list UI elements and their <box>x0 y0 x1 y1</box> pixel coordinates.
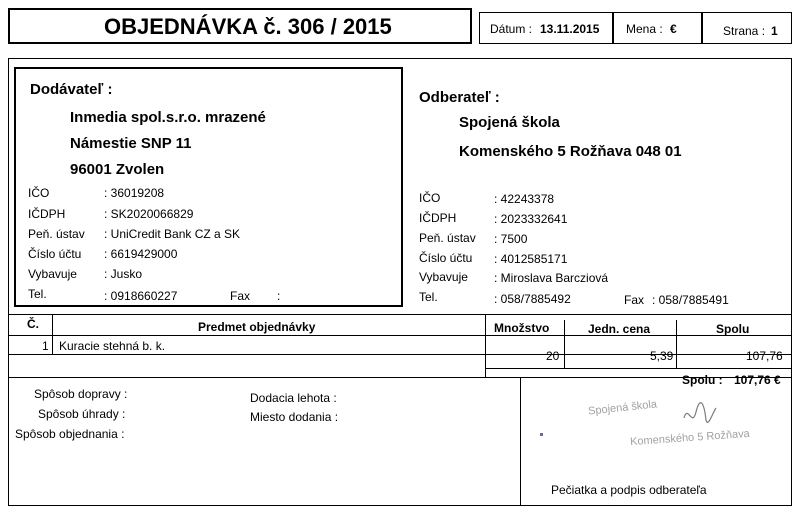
date-box <box>479 12 613 44</box>
sum-value: 107,76 € <box>734 373 781 387</box>
customer-fax-value: : 058/7885491 <box>652 293 729 307</box>
supplier-label-phone: Tel. <box>28 287 47 301</box>
supplier-label-account: Číslo účtu <box>28 247 82 261</box>
table-header-rule <box>8 335 792 336</box>
col-header-item: Predmet objednávky <box>198 320 316 334</box>
date-value: 13.11.2015 <box>540 22 600 36</box>
table-col-divider-no <box>52 314 53 354</box>
col-header-qty: Množstvo <box>494 321 550 335</box>
col-header-unit: Jedn. cena <box>588 322 651 336</box>
row-1-unit: 5,39 <box>650 349 674 363</box>
supplier-label-contact: Vybavuje <box>28 267 77 281</box>
table-col-divider-qty <box>564 320 565 368</box>
signature-mark <box>680 398 720 434</box>
supplier-box <box>14 67 403 307</box>
customer-label-contact: Vybavuje <box>419 270 468 284</box>
page-value: 1 <box>771 24 778 38</box>
supplier-heading: Dodávateľ : <box>30 81 113 98</box>
col-header-no: Č. <box>27 317 39 331</box>
supplier-value-phone: : 0918660227 <box>104 289 178 303</box>
transport-label: Spôsob dopravy : <box>34 387 128 401</box>
customer-value-icdph: : 2023332641 <box>494 212 568 226</box>
customer-value-account: : 4012585171 <box>494 252 568 266</box>
supplier-label-bank: Peň. ústav <box>28 227 85 241</box>
supplier-fax-value: : <box>277 289 281 303</box>
customer-value-bank: : 7500 <box>494 232 528 246</box>
customer-value-ico: : 42243378 <box>494 192 555 206</box>
payment-label: Spôsob úhrady : <box>38 407 126 421</box>
currency-value: € <box>670 22 677 36</box>
table-bottom-rule <box>8 377 792 378</box>
supplier-city: 96001 Zvolen <box>70 161 165 178</box>
document-title: OBJEDNÁVKA č. 306 / 2015 <box>104 14 392 39</box>
row-1-total: 107,76 <box>746 349 783 363</box>
customer-name: Spojená škola <box>459 114 560 131</box>
order-method-label: Spôsob objednania : <box>15 427 125 441</box>
page-label: Strana : <box>723 24 766 38</box>
supplier-fax-label: Fax <box>230 289 251 303</box>
row-1-item: Kuracie stehná b. k. <box>59 339 166 353</box>
supplier-value-icdph: : SK2020066829 <box>104 207 194 221</box>
table-col-divider-item <box>485 314 486 377</box>
customer-value-contact: : Miroslava Barcziová <box>494 271 609 285</box>
col-header-total: Spolu <box>716 322 750 336</box>
table-col-divider-unit <box>676 320 677 368</box>
stamp-line-2: Komenského 5 Rožňava <box>629 427 751 449</box>
customer-value-phone: : 058/7885492 <box>494 292 571 306</box>
customer-label-account: Číslo účtu <box>419 251 473 265</box>
signature-caption: Pečiatka a podpis odberateľa <box>551 483 707 497</box>
supplier-value-bank: : UniCredit Bank CZ a SK <box>104 227 241 241</box>
date-label: Dátum : <box>490 22 533 36</box>
customer-label-bank: Peň. ústav <box>419 231 476 245</box>
signature-divider <box>520 377 521 506</box>
currency-label: Mena : <box>626 22 663 36</box>
supplier-street: Námestie SNP 11 <box>70 135 192 152</box>
row-1-qty: 20 <box>546 349 560 363</box>
supplier-label-ico: IČO <box>28 186 50 200</box>
delivery-place-label: Miesto dodania : <box>250 410 339 424</box>
customer-fax-label: Fax <box>624 293 645 307</box>
row-1-no: 1 <box>42 339 49 353</box>
sum-label: Spolu : <box>682 373 723 387</box>
supplier-value-ico: : 36019208 <box>104 186 165 200</box>
title-box <box>8 8 472 44</box>
currency-box <box>613 12 702 44</box>
stamp-line-1: Spojená škola <box>587 398 658 418</box>
supplier-value-contact: : Jusko <box>104 267 143 281</box>
table-top-rule <box>8 314 792 315</box>
page-box <box>702 12 792 44</box>
supplier-value-account: : 6619429000 <box>104 247 178 261</box>
customer-label-phone: Tel. <box>419 290 438 304</box>
customer-heading: Odberateľ : <box>419 89 500 106</box>
ink-dot <box>540 433 543 436</box>
customer-label-ico: IČO <box>419 191 441 205</box>
delivery-term-label: Dodacia lehota : <box>250 391 337 405</box>
customer-label-icdph: IČDPH <box>419 211 457 225</box>
table-sum-rule <box>485 368 792 369</box>
customer-address: Komenského 5 Rožňava 048 01 <box>459 143 682 160</box>
supplier-label-icdph: IČDPH <box>28 207 66 221</box>
table-row-rule <box>8 354 792 355</box>
supplier-name: Inmedia spol.s.r.o. mrazené <box>70 109 266 126</box>
